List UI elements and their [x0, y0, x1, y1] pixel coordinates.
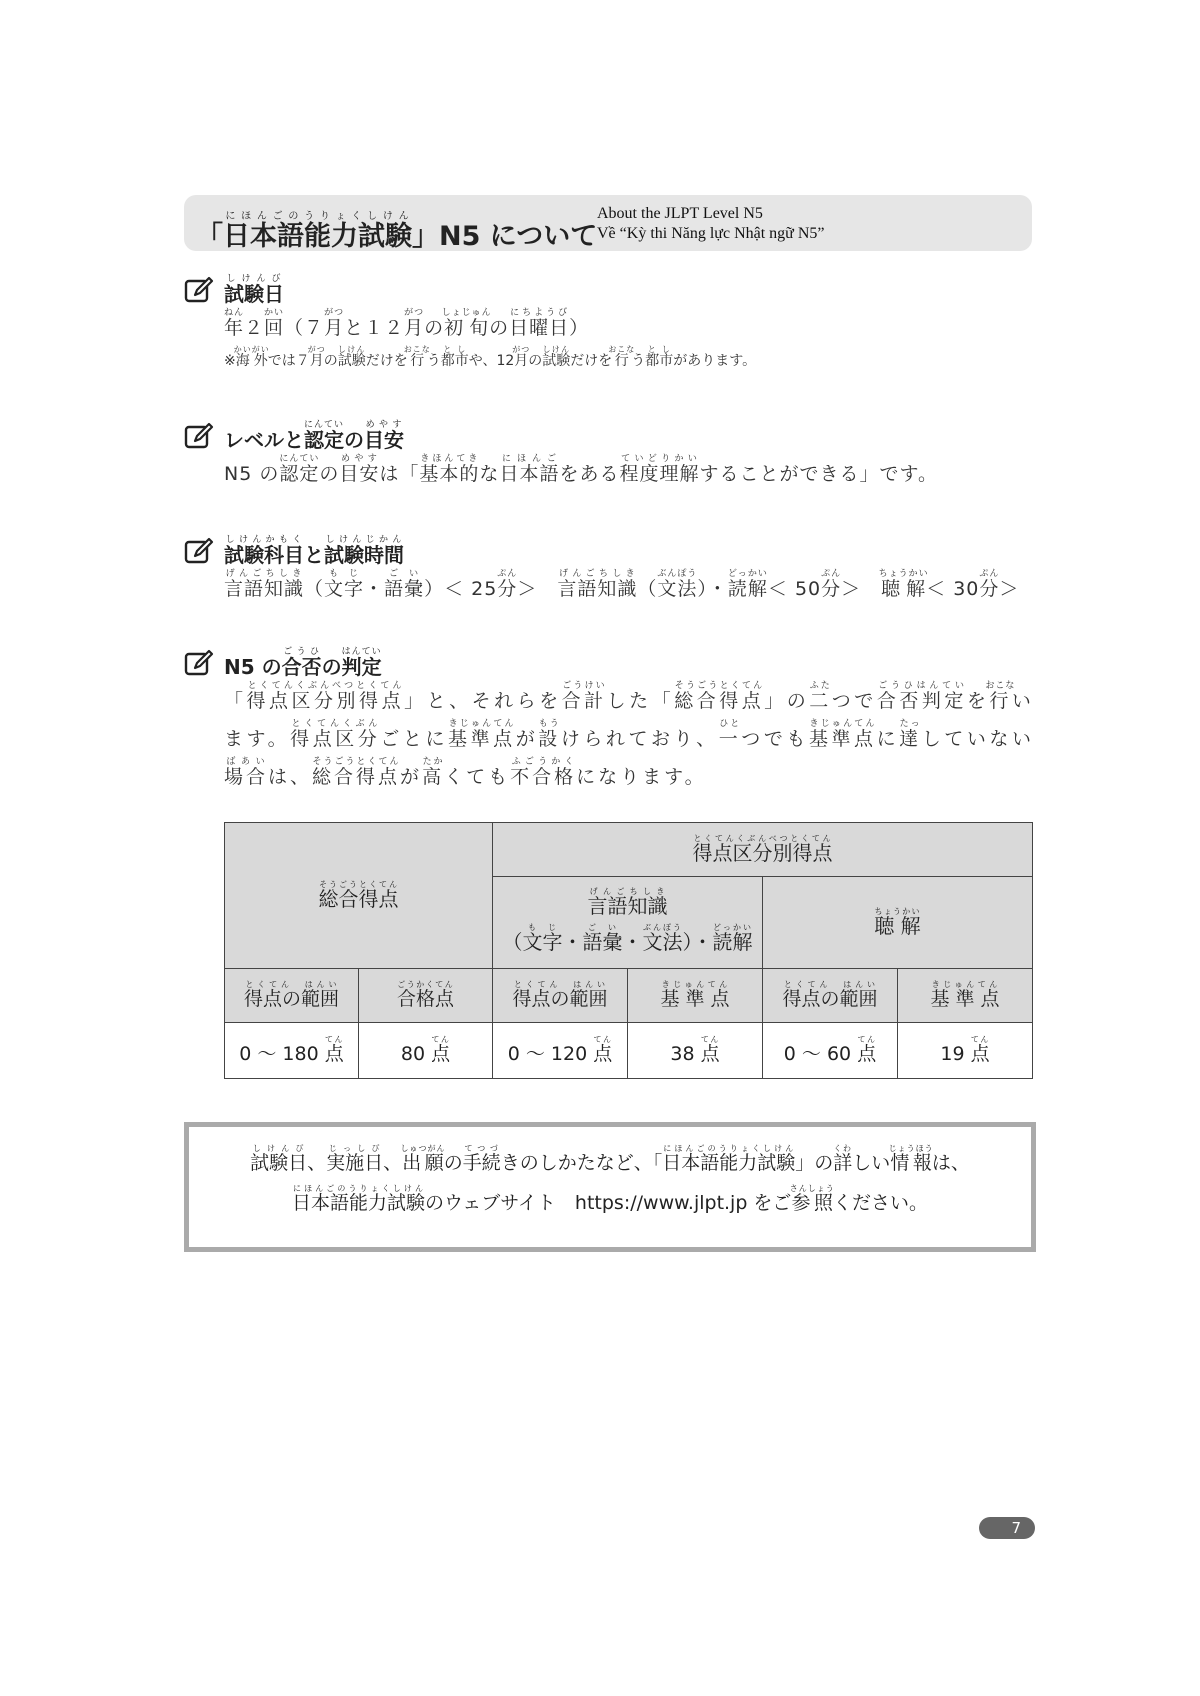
section-exam-date [184, 272, 756, 373]
baseline-header: 基 準 点きじゅんてん [898, 969, 1033, 1023]
section-score-header: 得点区分別得点とくてんくぶんべつとくてん [493, 823, 1033, 877]
exam-date-text: 年ねん２回かい（７月がつと１２月がつの初旬しょじゅんの日曜日にちようび） [224, 308, 590, 339]
language-knowledge-header: 言語知識げんごちしき （文字もじ・語彙ごい・文法ぶんぽう）・読解どっかい [493, 877, 763, 969]
info-line-1: 試験日しけんび、実施日じっしび、出願しゅつがんの手続てつづきのしかたなど、「日本語能力試験にほんごのうりょくしけん」の詳くわしい情報じょうほうは、 [250, 1144, 970, 1174]
pass-mark-header: 合格点ごうかくてん [359, 969, 493, 1023]
pass-fail-text: 「得点区分別得点とくてんくぶんべつとくてん」と、それらを合計ごうけいした「総合得点そうごうとくてん」の二ふたつで合否判定ごうひはんていを行おこないます。得点区分とくてんくぶんごとに基準点きじゅんてんが設もうけられており、一ひとつでも基準点きじゅんてんに達たっしていない場合ばあいは、総合得点そうごうとくてんが高たかくても不合格ふごうかくになります。 [224, 681, 1034, 788]
section-title: 試験日しけんび [224, 274, 284, 306]
level-criteria-text: N5 の認定にんていの目安めやすは「基本的きほんてきな日本語にほんごをある程度ていど理解りかいすることができる」です。 [224, 454, 938, 485]
score-range-header: 得点の範囲とくてん はんい [225, 969, 359, 1023]
listening-score-range: 0 ～ 60 点てん [763, 1023, 898, 1079]
pencil-check-icon [184, 537, 214, 565]
score-range-header: 得点の範囲とくてん はんい [493, 969, 628, 1023]
score-table [224, 822, 1033, 1079]
header-vi-line: Về “Kỳ thi Năng lực Nhật ngữ N5” [597, 225, 825, 242]
header-bar [184, 195, 1032, 251]
section-level-criteria [184, 418, 938, 491]
info-line-2: 日本語能力試験にほんごのうりょくしけんのウェブサイト https://www.jlpt.jp をご参照さんしょうください。 [292, 1184, 928, 1214]
score-range-header: 得点の範囲とくてん はんい [763, 969, 898, 1023]
pencil-check-icon [184, 422, 214, 450]
language-score-range: 0 ～ 120 点てん [493, 1023, 628, 1079]
section-title: N5 の合否ごうひの判定はんてい [224, 647, 382, 679]
total-score-header: 総合得点そうごうとくてん [225, 823, 493, 969]
section-subjects-time [184, 533, 1019, 606]
total-score-range: 0 ～ 180 点てん [225, 1023, 359, 1079]
header-translation [597, 204, 825, 244]
exam-date-note: ※海外かいがいでは７月がつの試験しけんだけを行おこなう都市としや、12月がつの試験しけんだけを行おこなう都市としがあります。 [224, 345, 757, 369]
page-title: 「日本語能力試験にほんごのうりょくしけん」N5 について [196, 211, 598, 252]
info-box [184, 1122, 1036, 1252]
total-pass-mark: 80 点てん [359, 1023, 493, 1079]
listening-header: 聴 解ちょうかい [763, 877, 1033, 969]
pencil-check-icon [184, 276, 214, 304]
listening-baseline: 19 点てん [898, 1023, 1033, 1079]
section-pass-fail [184, 645, 1034, 796]
page-number: 7 [979, 1517, 1035, 1539]
section-title: 試験科目しけんかもくと試験時間しけんじかん [224, 535, 404, 567]
header-en-line: About the JLPT Level N5 [597, 205, 763, 222]
section-title: レベルと認定にんていの目安めやす [224, 420, 405, 452]
language-baseline: 38 点てん [628, 1023, 763, 1079]
baseline-header: 基 準 点きじゅんてん [628, 969, 763, 1023]
pencil-check-icon [184, 649, 214, 677]
subjects-time-text: 言語知識げんごちしき（文字もじ・語彙ごい）＜ 25分ぷん＞ 言語知識げんごちしき（文法ぶんぽう）・読解どっかい＜ 50分ぷん＞ 聴解ちょうかい＜ 30分ぷん＞ [224, 569, 1020, 600]
